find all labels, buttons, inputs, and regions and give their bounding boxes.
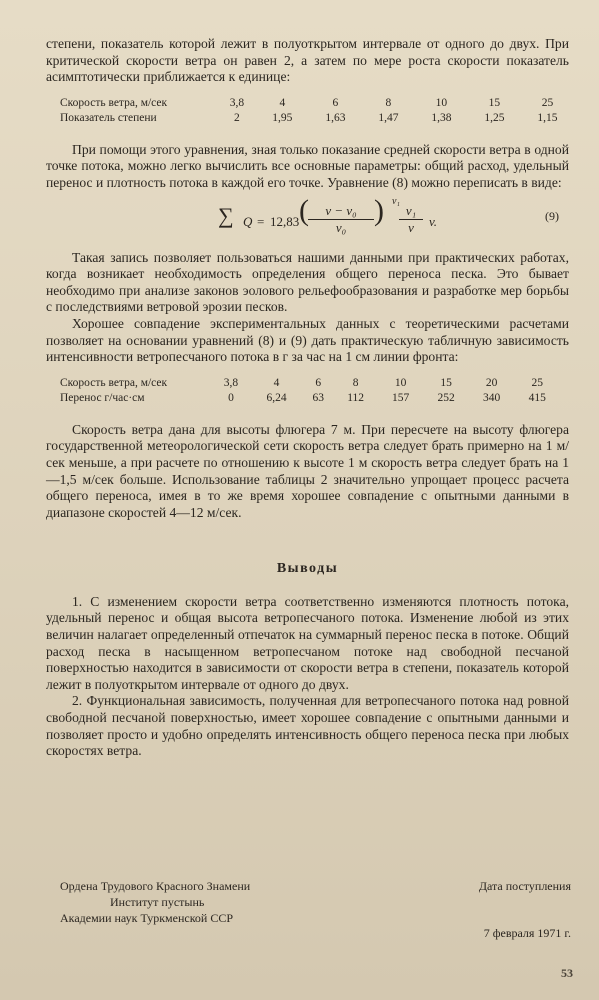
table-row xyxy=(60,111,574,126)
table-cell: 25 xyxy=(531,376,543,389)
table-cell: 25 xyxy=(541,96,554,109)
table-cell: 415 xyxy=(528,391,546,404)
formula-numerator: v − v₀ xyxy=(308,203,374,221)
table-cell: 3,8 xyxy=(223,376,239,389)
table-cell: 10 xyxy=(435,96,448,109)
table-cell: 15 xyxy=(440,376,452,389)
received-block xyxy=(479,878,571,941)
received-date: 7 февраля 1971 г. xyxy=(483,926,571,940)
table-cell: 6,24 xyxy=(266,391,287,404)
formula-v: v. xyxy=(429,213,438,229)
formula-9 xyxy=(46,193,569,244)
table-cell: 0 xyxy=(228,391,234,404)
table-cell: 1,38 xyxy=(431,111,452,124)
institution-line-1: Ордена Трудового Красного Знамени xyxy=(60,879,251,893)
table-cell: 252 xyxy=(437,391,455,404)
page-number: 53 xyxy=(561,966,573,980)
received-label: Дата поступления xyxy=(478,879,571,893)
table-cell: 157 xyxy=(391,391,410,404)
formula-exponent-fraction xyxy=(399,203,423,237)
institution-line-2: Институт пустынь xyxy=(110,895,205,909)
formula-exponent-numerator: v₁ xyxy=(392,195,400,207)
paragraph-wind-height: Скорость ветра дана для высоты флюгера 7 м. При пересчете на высоту флюгера государственной метеорологической сети скорость ветра следует брать примерно на 1 м/сек меньше, а при расчете по отношению к высоте 1 м скорость ветра следует брать на 1—1,5 м/сек больше. Использование таблицы 2 значительно упрощает процесс расчета общего переноса, имея в то же время хорошее совпадение с опытными данными в диапазоне скоростей 4—12 м/сек. xyxy=(46,421,569,520)
table-cell: 1,15 xyxy=(537,111,558,124)
formula-exponent-top: v₁ xyxy=(399,203,423,221)
table-row-label: Скорость ветра, м/сек xyxy=(60,376,168,389)
table-row xyxy=(60,391,560,406)
table-cell: 8 xyxy=(385,96,392,109)
formula-right-paren: ) xyxy=(374,193,384,227)
transport-table xyxy=(60,376,560,406)
paragraph-practical-use: Такая запись позволяет пользоваться нашими данными при практических работах, когда возникает необходимость определения общего переноса песка. Это бывает необходимо при анализе законов эолового рельефообразования и разработке мер борьбы с последствиями ветровой эрозии песков. xyxy=(46,249,569,315)
table-cell: 2 xyxy=(234,111,240,124)
table-cell: 15 xyxy=(488,96,501,109)
table-row-label: Скорость ветра, м/сек xyxy=(60,96,168,109)
formula-sigma: ∑ xyxy=(218,202,234,228)
table-row xyxy=(60,376,560,391)
table-cell: 1,95 xyxy=(272,111,293,124)
table-cell: 10 xyxy=(394,376,407,389)
table-cell: 6 xyxy=(332,96,339,109)
table-cell: 8 xyxy=(352,376,359,389)
table-row-label: Показатель степени xyxy=(60,111,157,124)
table-cell: 63 xyxy=(312,391,324,404)
paragraph-table-intro: Хорошее совпадение экспериментальных данных с теоретическими расчетами позволяет на основании уравнений (8) и (9) дать практическую табличную зависимость интенсивности ветропесчаного потока в г за час на 1 см линии фронта: xyxy=(46,315,569,365)
formula-denominator: v₀ xyxy=(335,220,347,236)
paragraph-equation-intro: При помощи этого уравнения, зная только показание средней скорости ветра в одной точке потока, можно легко вычислить все основные параметры: общий расход, удельный перенос и плотность потока в каждой его точке. Уравнение (8) можно переписать в виде: xyxy=(46,141,569,190)
formula-left-paren: ( xyxy=(299,193,309,227)
table-cell: 340 xyxy=(483,391,501,404)
exponent-table xyxy=(60,96,574,126)
table-cell: 1,47 xyxy=(378,111,399,124)
formula-coefficient: 12,83 xyxy=(270,213,300,229)
formula-number: (9) xyxy=(545,208,559,223)
table-cell: 112 xyxy=(347,391,365,404)
institution-line-3: Академии наук Туркменской ССР xyxy=(60,911,234,925)
table-cell: 1,63 xyxy=(325,111,346,124)
conclusion-2: 2. Функциональная зависимость, полученная для ветропесчаного потока над ровной свободной песчаной поверхностью, имеет хорошее совпадение с опытными данными и позволяет просто и удобно определять интенсивность общего переноса песка при любых скоростях ветра. xyxy=(46,693,569,759)
table-cell: 4 xyxy=(279,96,286,109)
table-cell: 1,25 xyxy=(484,111,505,124)
table-cell: 4 xyxy=(273,376,280,389)
table-cell: 6 xyxy=(315,376,322,389)
table-cell: 3,8 xyxy=(229,96,245,109)
table-row-label: Перенос г/час·см xyxy=(60,391,145,404)
institution-block xyxy=(60,878,250,926)
conclusion-1: 1. С изменением скорости ветра соответственно изменяются плотность потока, удельный перенос и общая высота ветропесчаного потока. Изменение любой из этих величин налагает определенный отпечаток на суммарный перенос песка в потоке. Общий расход песка в насыщенном ветропесчаном потоке над свободной песчаной поверхностью находится в зависимости от скорости ветра в степени, показатель которой лежит в полуоткрытом интервале от одного до двух. xyxy=(46,593,569,692)
formula-q: Q xyxy=(243,213,253,229)
section-heading: Выводы xyxy=(276,561,339,577)
formula-exponent-bottom: v xyxy=(408,220,414,236)
formula-equals: = xyxy=(257,213,265,229)
table-cell: 20 xyxy=(485,376,498,389)
formula-fraction xyxy=(308,203,374,237)
paragraph-intro: степени, показатель которой лежит в полуоткрытом интервале от одного до двух. При критической скорости ветра он равен 2, а затем по мере роста скорости показатель асимптотически приближается к единице: xyxy=(46,36,569,85)
table-row xyxy=(60,96,574,111)
